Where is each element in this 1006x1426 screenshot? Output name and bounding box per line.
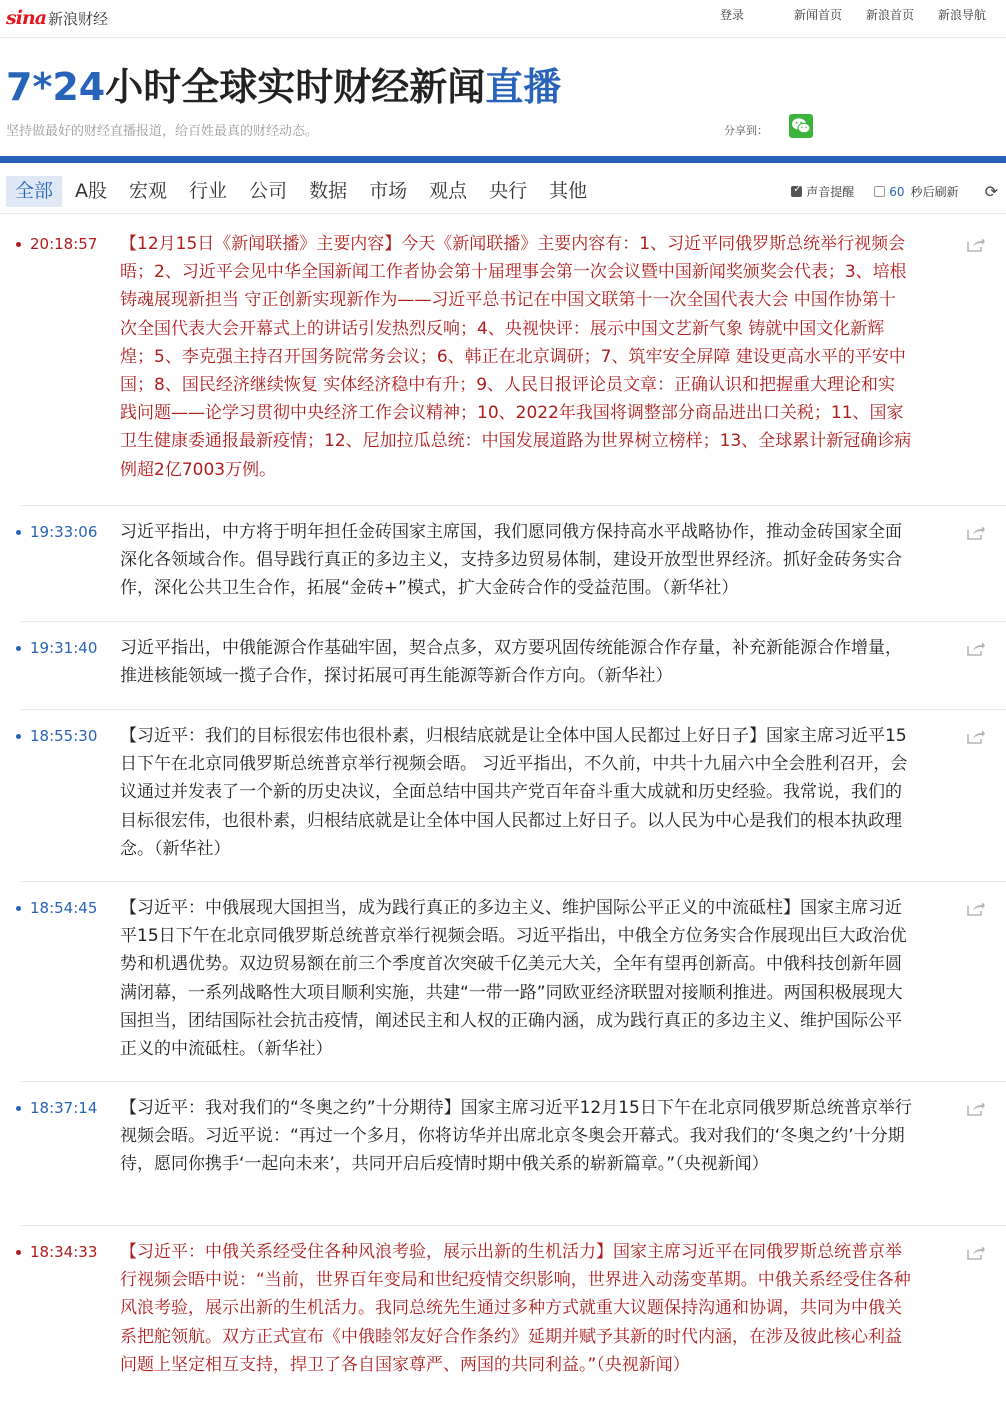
auto-refresh-checkbox[interactable] <box>874 186 885 197</box>
sound-alert-toggle[interactable] <box>791 183 854 200</box>
feed-time: 19:33:06 <box>30 523 98 541</box>
feed-text: 【12月15日《新闻联播》主要内容】今天《新闻联播》主要内容有：1、习近平同俄罗斯总统举行视频会晤；2、习近平会见中华全国新闻工作者协会第十届理事会第一次会议暨中国新闻奖颁奖会代表；3、培根铸魂展现新担当 守正创新实现新作为——习近平总书记在中国文联第十一次全国代表大会 中国作协第十次全国代表大会开幕式上的讲话引发热烈反响；4、央视快评：展示中国文艺新气象 铸就中国文化新辉煌；5、李克强主持召开国务院常务会议；6、韩正在北京调研；7、筑牢安全屏障 建设更高水平的平安中国；8、国民经济继续恢复 实体经济稳中有升；9、人民日报评论员文章：正确认识和把握重大理论和实践问题——论学习贯彻中央经济工作会议精神；10、2022年我国将调整部分商品进出口关税；11、国家卫生健康委通报最新疫情；12、尼加拉瓜总统：中国发展道路为世界树立榜样；13、全球累计新冠确诊病例超2亿7003万例。 <box>120 234 912 480</box>
feed-item <box>20 218 1006 506</box>
logo-text: 新浪财经 <box>48 9 109 28</box>
feed-item <box>20 710 1006 882</box>
feed-item <box>20 622 1006 710</box>
top-bar <box>0 0 1006 38</box>
sound-alert-checkbox[interactable] <box>791 186 802 197</box>
share-icon[interactable] <box>966 901 986 917</box>
share-icon[interactable] <box>966 1245 986 1261</box>
feed-controls <box>791 182 998 201</box>
feed-text: 习近平指出，中俄能源合作基础牢固，契合点多，双方要巩固传统能源合作存量，补充新能源合作增量，推进核能领域一揽子合作，探讨拓展可再生能源等新合作方向。（新华社） <box>120 638 902 687</box>
wechat-icon <box>791 117 811 135</box>
refresh-icon[interactable]: ⟳ <box>984 182 998 201</box>
feed-text: 【习近平：中俄展现大国担当，成为践行真正的多边主义、维护国际公平正义的中流砥柱】国家主席习近平15日下午在北京同俄罗斯总统普京举行视频会晤。习近平指出，中俄全方位务实合作展现出巨大政治优势和机遇优势。双边贸易额在前三个季度首次突破千亿美元大关，全年有望再创新高。中俄科技创新年圆满闭幕，一系列战略性大项目顺利实施，共建“一带一路”同欧亚经济联盟对接顺利推进。两国积极展现大国担当，团结国际社会抗击疫情，阐述民主和人权的正确内涵，成为践行真正的多边主义、维护国际公平正义的中流砥柱。（新华社） <box>120 898 907 1060</box>
wechat-share-button[interactable] <box>789 114 813 138</box>
share-icon[interactable] <box>966 525 986 541</box>
page-title <box>6 56 561 111</box>
tab-other[interactable]: 其他 <box>549 180 588 202</box>
auto-refresh-toggle[interactable] <box>874 183 958 200</box>
feed-item <box>20 1082 1006 1226</box>
feed-item <box>20 882 1006 1082</box>
tab-a-shares[interactable]: A股 <box>75 180 108 202</box>
sina-logo-mark: sina <box>6 7 47 29</box>
page-header <box>0 38 1006 156</box>
feed-dot <box>16 1106 21 1111</box>
sina-finance-logo[interactable] <box>6 6 108 30</box>
tab-central-bank[interactable]: 央行 <box>489 180 528 202</box>
page-subtitle: 坚持做最好的财经直播报道，给百姓最真的财经动态。 <box>6 124 319 139</box>
refresh-seconds: 60 <box>889 184 905 199</box>
feed-item <box>20 506 1006 622</box>
sina-nav-link[interactable]: 新浪导航 <box>937 8 986 22</box>
feed-text: 【习近平：我们的目标很宏伟也很朴素，归根结底就是让全体中国人民都过上好日子】国家主席习近平15日下午在北京同俄罗斯总统普京举行视频会晤。 习近平指出，不久前，中共十九届六中全会胜利召开，会议通过并发表了一个新的历史决议，全面总结中国共产党百年奋斗重大成就和历史经验。我常说，我们的目标很宏伟，也很朴素，归根结底就是让全体中国人民都过上好日子。以人民为中心是我们的根本执政理念。（新华社） <box>120 726 908 859</box>
feed-text: 【习近平：我对我们的“冬奥之约”十分期待】国家主席习近平12月15日下午在北京同俄罗斯总统普京举行视频会晤。习近平说：“再过一个多月，你将访华并出席北京冬奥会开幕式。我对我们的‘冬奥之约’十分期待，愿同你携手‘一起向未来’，共同开启后疫情时期中俄关系的崭新篇章。”（央视新闻） <box>120 1098 912 1175</box>
feed-dot <box>16 906 21 911</box>
feed-time: 19:31:40 <box>30 639 98 657</box>
feed-time: 18:34:33 <box>30 1243 98 1261</box>
feed-dot <box>16 1250 21 1255</box>
sound-alert-label: 声音提醒 <box>806 185 855 199</box>
news-home-link[interactable]: 新闻首页 <box>793 8 842 22</box>
share-icon[interactable] <box>966 237 986 253</box>
feed-time: 18:37:14 <box>30 1099 98 1117</box>
share-icon[interactable] <box>966 641 986 657</box>
feed-time: 18:54:45 <box>30 899 98 917</box>
title-suffix: 直播 <box>485 65 562 109</box>
feed-dot <box>16 646 21 651</box>
login-link[interactable]: 登录 <box>719 8 744 22</box>
share-label: 分享到： <box>724 124 768 137</box>
tab-macro[interactable]: 宏观 <box>129 180 168 202</box>
tab-company[interactable]: 公司 <box>249 180 288 202</box>
category-tabs <box>6 176 600 207</box>
feed-text: 习近平指出，中方将于明年担任金砖国家主席国，我们愿同俄方保持高水平战略协作，推动金砖国家全面深化各领域合作。倡导践行真正的多边主义，支持多边贸易体制，建设开放型世界经济。抓好金砖务实合作，深化公共卫生合作，拓展“金砖+”模式，扩大金砖合作的受益范围。（新华社） <box>120 522 902 599</box>
tab-market[interactable]: 市场 <box>369 180 408 202</box>
feed-text: 【习近平：中俄关系经受住各种风浪考验，展示出新的生机活力】国家主席习近平在同俄罗斯总统普京举行视频会晤中说：“当前，世界百年变局和世纪疫情交织影响，世界进入动荡变革期。中俄关系经受住各种风浪考验，展示出新的生机活力。我同总统先生通过多种方式就重大议题保持沟通和协调，共同为中俄关系把舵领航。双方正式宣布《中俄睦邻友好合作条约》延期并赋予其新的时代内涵，在涉及彼此核心利益问题上坚定相互支持，捍卫了各自国家尊严、两国的共同利益。”（央视新闻） <box>120 1242 911 1375</box>
feed-time: 18:55:30 <box>30 727 98 745</box>
category-tab-bar <box>0 168 1006 214</box>
share-icon[interactable] <box>966 729 986 745</box>
title-main: 小时全球实时财经新闻 <box>105 65 486 109</box>
tab-opinion[interactable]: 观点 <box>429 180 468 202</box>
news-feed <box>0 218 1006 1426</box>
header-divider <box>0 156 1006 163</box>
feed-item <box>20 1226 1006 1426</box>
tab-data[interactable]: 数据 <box>309 180 348 202</box>
sina-home-link[interactable]: 新浪首页 <box>865 8 914 22</box>
feed-time: 20:18:57 <box>30 235 98 253</box>
feed-dot <box>16 734 21 739</box>
tab-all[interactable]: 全部 <box>6 176 62 207</box>
feed-dot <box>16 530 21 535</box>
share-icon[interactable] <box>966 1101 986 1117</box>
feed-dot <box>16 242 21 247</box>
top-nav <box>720 6 986 23</box>
title-prefix: 7*24 <box>6 65 106 109</box>
tab-industry[interactable]: 行业 <box>189 180 228 202</box>
auto-refresh-label: 秒后刷新 <box>910 185 959 199</box>
